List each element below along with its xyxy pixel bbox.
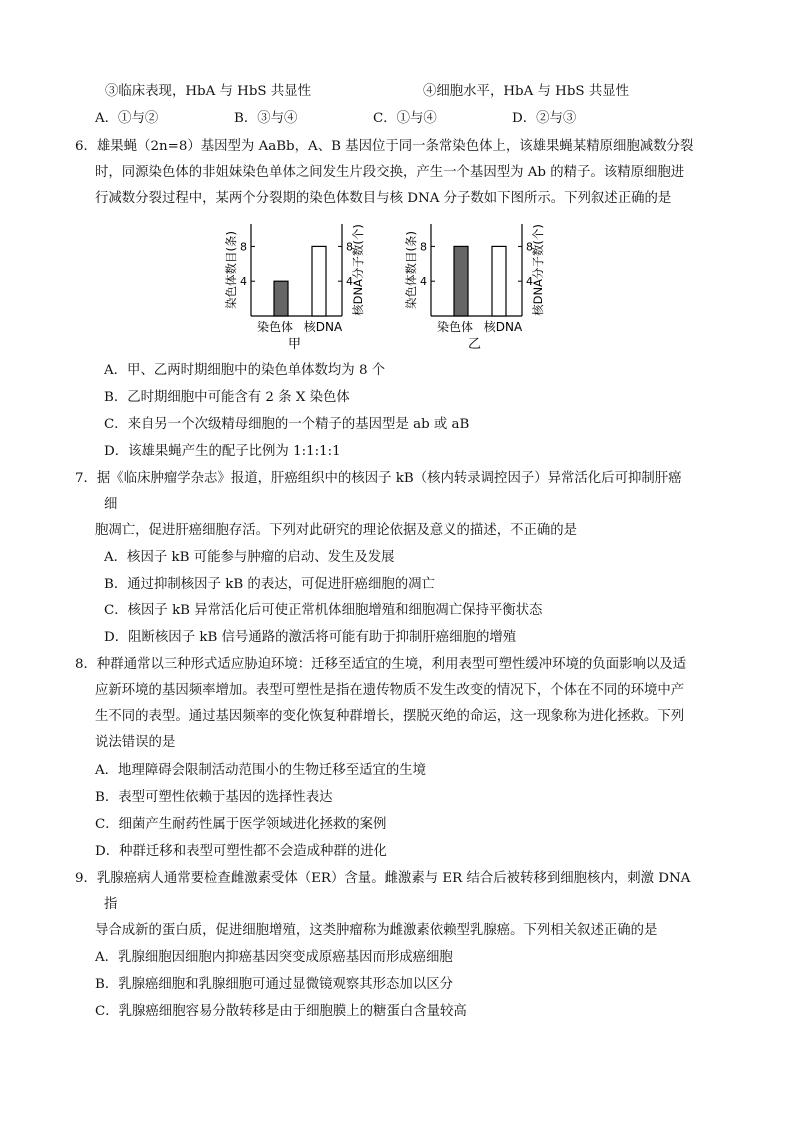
chart-title: 甲: [287, 337, 302, 352]
q7-option-b: B．通过抑制核因子 kB 的表达，可促进肝癌细胞的凋亡: [104, 577, 435, 592]
chart-jia: [224, 214, 374, 354]
q6-stem-line-3: 行减数分裂过程中，某两个分裂期的染色体数目与核 DNA 分子数如下图所示。下列叙述正确的是: [95, 191, 672, 206]
q6-stem-line-2: 时，同源染色体的非姐妹染色单体之间发生片段交换，产生一个基因型为 Ab 的精子。该精原细胞进: [95, 165, 685, 180]
y-tick-label-left-4: 4: [240, 275, 247, 289]
q6-option-a: A．甲、乙两时期细胞中的染色单体数均为 8 个: [104, 363, 386, 378]
y-axis-label-left: 染色体数目(条): [404, 231, 418, 309]
y-tick-label-left-8: 8: [420, 240, 427, 254]
q7-option-d: D．阻断核因子 kB 信号通路的激活将可能有助于抑制肝癌细胞的增殖: [104, 630, 517, 645]
q9-stem-line-1: 9．乳腺癌病人通常要检查雌激素受体（ER）含量。雌激素与 ER 结合后被转移到细胞核内，刺激 DNA: [75, 871, 691, 886]
y-tick-label-right-8: 8: [526, 240, 533, 254]
q9-stem-line-2: 指: [104, 897, 118, 912]
q8-stem-line-1: 8．种群通常以三种形式适应胁迫环境：迁移至适宜的生境，利用表型可塑性缓冲环境的负面影响以及适: [75, 657, 687, 672]
q8-stem-line-4: 说法错误的是: [95, 735, 176, 750]
chart-yi: [404, 214, 554, 354]
q8-option-b: B．表型可塑性依赖于基因的选择性表达: [95, 790, 333, 805]
chart-jia-root: [224, 224, 365, 352]
q9-stem-line-3: 导合成新的蛋白质，促进细胞增殖，这类肿瘤称为雌激素依赖型乳腺癌。下列相关叙述正确的是: [95, 923, 658, 938]
chart-title: 乙: [467, 337, 482, 352]
bar-核DNA: [312, 246, 326, 316]
q5-statement-4: ④细胞水平，HbA 与 HbS 共显性: [423, 84, 630, 99]
q5-option-b: B．③与④: [234, 111, 298, 126]
q8-option-c: C．细菌产生耐药性属于医学领域进化拯救的案例: [95, 817, 387, 832]
y-tick-label-right-4: 4: [346, 275, 353, 289]
q6-option-b: B．乙时期细胞中可能含有 2 条 X 染色体: [104, 390, 350, 405]
q5-option-c: C．①与④: [373, 111, 437, 126]
q6-stem-line-1: 6．雄果蝇（2n=8）基因型为 AaBb，A、B 基因位于同一条常染色体上，该雄果蝇某精原细胞减数分裂: [75, 139, 694, 154]
y-tick-label-left-4: 4: [420, 275, 427, 289]
q7-stem-line-3: 胞凋亡，促进肝癌细胞存活。下列对此研究的理论依据及意义的描述，不正确的是: [95, 523, 578, 538]
category-label-1: 核DNA: [303, 320, 343, 334]
category-label-0: 染色体: [436, 320, 474, 334]
q6-option-c: C．来自另一个次级精母细胞的一个精子的基因型是 ab 或 aB: [104, 417, 470, 432]
bar-染色体: [274, 281, 288, 316]
y-tick-label-right-8: 8: [346, 240, 353, 254]
q6-option-d: D．该雄果蝇产生的配子比例为 1:1:1:1: [104, 444, 341, 459]
q8-stem-line-3: 生不同的表型。通过基因频率的变化恢复种群增长，摆脱灭绝的命运，这一现象称为进化拯救。下列: [95, 709, 685, 724]
y-tick-label-right-4: 4: [526, 275, 533, 289]
q9-option-a: A．乳腺细胞因细胞内抑癌基因突变成原癌基因而形成癌细胞: [95, 950, 453, 965]
q8-stem-line-2: 应新环境的基因频率增加。表型可塑性是指在遗传物质不发生改变的情况下，个体在不同的环境中产: [95, 683, 685, 698]
category-label-0: 染色体: [256, 320, 294, 334]
q7-option-a: A．核因子 kB 可能参与肿瘤的启动、发生及发展: [104, 550, 395, 565]
y-axis-label-left: 染色体数目(条): [224, 231, 238, 309]
bar-核DNA: [492, 246, 506, 316]
q5-statement-3: ③临床表现，HbA 与 HbS 共显性: [105, 84, 312, 99]
q7-stem-line-1: 7．据《临床肿瘤学杂志》报道，肝癌组织中的核因子 kB（核内转录调控因子）异常活化后可抑制肝癌: [75, 471, 682, 486]
chart-yi-root: [404, 224, 545, 352]
category-label-1: 核DNA: [483, 320, 523, 334]
q8-option-d: D．种群迁移和表型可塑性都不会造成种群的进化: [95, 844, 387, 859]
q9-option-c: C．乳腺癌细胞容易分散转移是由于细胞膜上的糖蛋白含量较高: [95, 1004, 467, 1019]
bar-染色体: [454, 246, 468, 316]
q8-option-a: A．地理障碍会限制活动范围小的生物迁移至适宜的生境: [95, 763, 427, 778]
q7-option-c: C．核因子 kB 异常活化后可使正常机体细胞增殖和细胞凋亡保持平衡状态: [104, 603, 543, 618]
q5-option-a: A．①与②: [95, 111, 159, 126]
q5-option-d: D．②与③: [512, 111, 577, 126]
y-tick-label-left-8: 8: [240, 240, 247, 254]
q9-option-b: B．乳腺癌细胞和乳腺细胞可通过显微镜观察其形态加以区分: [95, 977, 453, 992]
y-axis-label-right: 核DNA分子数(个): [351, 224, 365, 316]
y-axis-label-right: 核DNA分子数(个): [531, 224, 545, 316]
q7-stem-line-2: 细: [104, 497, 118, 512]
